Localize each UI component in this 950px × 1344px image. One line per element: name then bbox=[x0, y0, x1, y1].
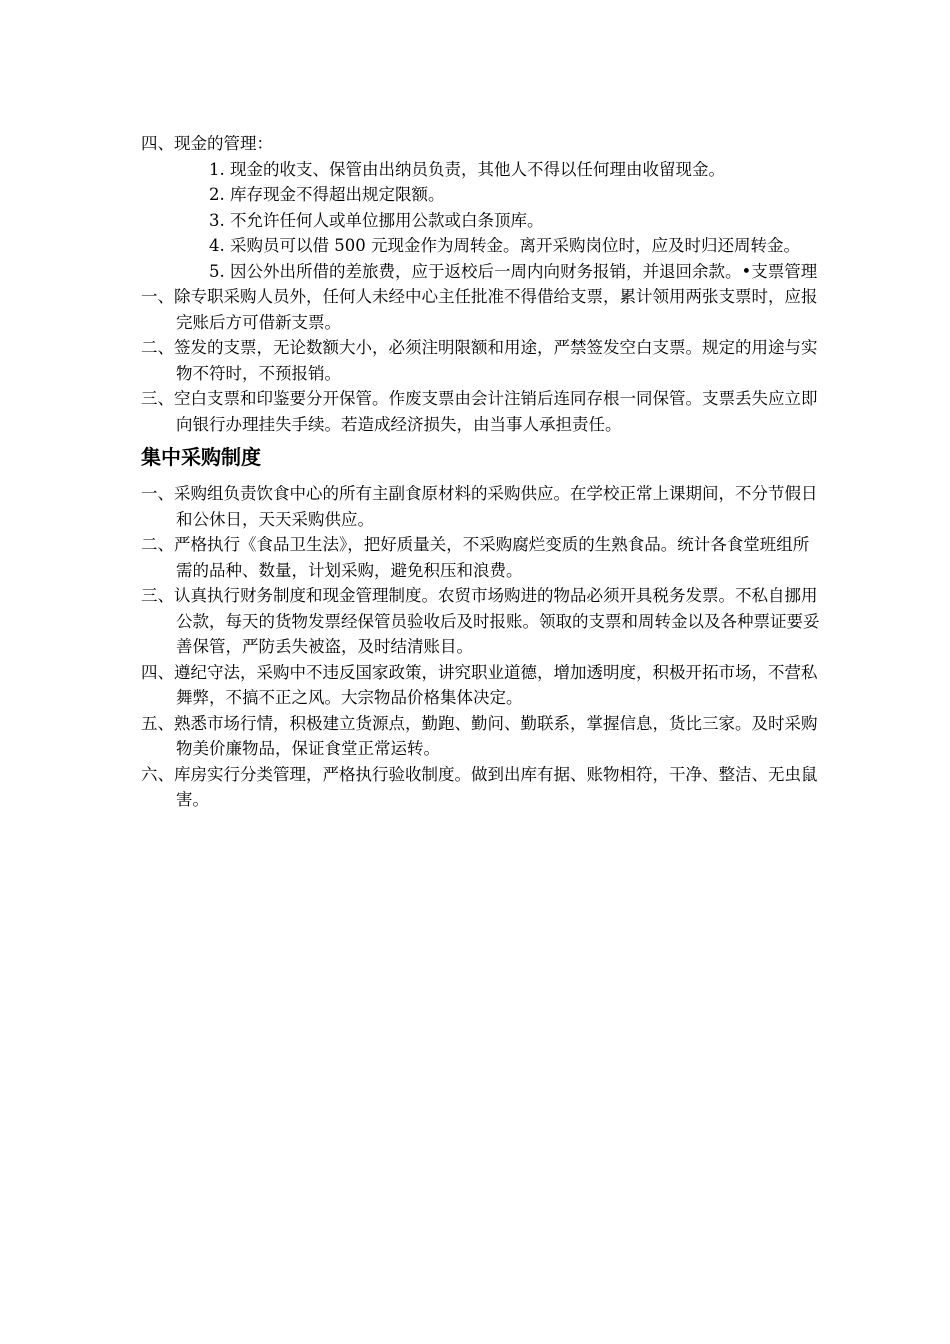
cash-rule-4: 4. 采购员可以借 500 元现金作为周转金。离开采购岗位时，应及时归还周转金。 bbox=[209, 236, 800, 255]
check-rule-2: 二、签发的支票，无论数额大小，必须注明限额和用途，严禁签发空白支票。规定的用途与实物不符时，不预报销。 bbox=[141, 338, 818, 383]
procurement-rule-4: 四、遵纪守法，采购中不违反国家政策，讲究职业道德，增加透明度，积极开拓市场，不营私舞弊，不搞不正之风。大宗物品价格集体决定。 bbox=[141, 662, 818, 707]
procurement-rule-6: 六、库房实行分类管理，严格执行验收制度。做到出库有据、账物相符，干净、整洁、无虫鼠害。 bbox=[141, 764, 818, 809]
check-rule-3: 三、空白支票和印鉴要分开保管。作废支票由会计注销后连同存根一同保管。支票丢失应立即向银行办理挂失手续。若造成经济损失，由当事人承担责任。 bbox=[141, 389, 818, 434]
procurement-rule-3: 三、认真执行财务制度和现金管理制度。农贸市场购进的物品必须开具税务发票。不私自挪用公款，每天的货物发票经保管员验收后及时报账。领取的支票和周转金以及各种票证要妥善保管，严防丢失被盗，及时结清账目。 bbox=[141, 586, 820, 656]
procurement-rule-1: 一、采购组负责饮食中心的所有主副食原材料的采购供应。在学校正常上课期间，不分节假日和公休日，天天采购供应。 bbox=[141, 484, 818, 529]
procurement-rule-2: 二、严格执行《食品卫生法》，把好质量关，不采购腐烂变质的生熟食品。统计各食堂班组所需的品种、数量，计划采购，避免积压和浪费。 bbox=[141, 535, 810, 580]
cash-rule-5: 5. 因公外出所借的差旅费，应于返校后一周内向财务报销，并退回余款。•支票管理 bbox=[209, 261, 818, 281]
cash-rule-3: 3. 不允许任何人或单位挪用公款或白条顶库。 bbox=[209, 210, 544, 230]
cash-rule-1: 1. 现金的收支、保管由出纳员负责，其他人不得以任何理由收留现金。 bbox=[209, 159, 725, 179]
document-body bbox=[141, 131, 821, 813]
check-rule-1: 一、除专职采购人员外，任何人未经中心主任批准不得借给支票，累计领用两张支票时，应报完账后方可借新支票。 bbox=[141, 287, 818, 332]
procurement-rule-5: 五、熟悉市场行情，积极建立货源点，勤跑、勤问、勤联系，掌握信息，货比三家。及时采购物美价廉物品，保证食堂正常运转。 bbox=[141, 713, 818, 758]
section-title-centralized-procurement: 集中采购制度 bbox=[141, 445, 261, 469]
section-heading-cash-management: 四、现金的管理： bbox=[141, 134, 273, 153]
cash-rule-2: 2. 库存现金不得超出规定限额。 bbox=[209, 185, 445, 204]
